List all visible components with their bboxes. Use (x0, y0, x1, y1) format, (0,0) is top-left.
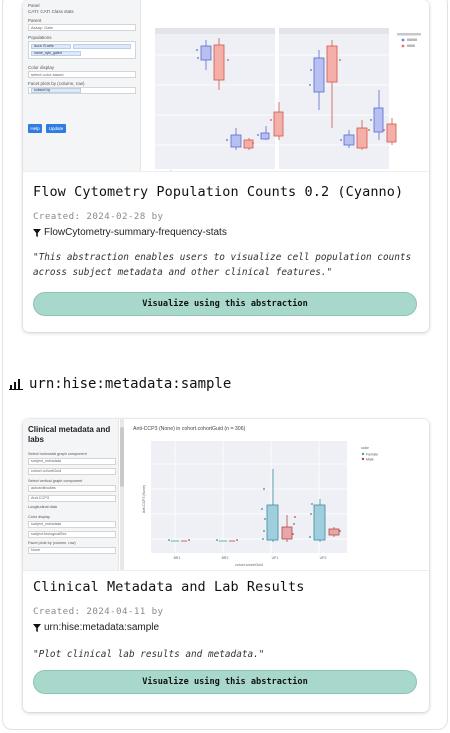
thumbnail-boxplot-chart (125, 419, 429, 571)
card-description: "Plot clinical lab results and metadata." (33, 649, 265, 660)
thumb-legend-item: Male (366, 457, 374, 462)
thumb-field: subject.biologicalSex (28, 531, 116, 538)
thumb-xtick: UP2 (319, 556, 327, 560)
thumb-help-button: Help (28, 124, 42, 133)
thumb-chart-title: Anti-CCP3 (None) in cohort.cohortGuid (n = 306) (133, 426, 246, 432)
thumb-xtick: BR1 (173, 556, 181, 560)
thumb-field: Anti-CCP3 (28, 495, 116, 502)
thumb-update-button: Update (46, 124, 66, 133)
thumb-chip: subsort by (31, 88, 81, 93)
thumb-label: Facet plots by (column, row) (28, 541, 76, 545)
card-thumbnail (23, 419, 429, 571)
filter-icon (33, 624, 41, 632)
card-title[interactable]: Clinical Metadata and Lab Results (33, 579, 305, 595)
thumb-label: Color display (28, 65, 55, 70)
card-tag[interactable] (33, 227, 227, 238)
thumb-label: Select horizontal graph component (28, 452, 87, 456)
thumb-field: None (28, 547, 116, 554)
thumb-scrollbar-handle (120, 427, 124, 487)
thumb-legend-item: Female (366, 452, 378, 457)
thumb-field: select color-based (28, 71, 136, 78)
thumb-field: autoantibodies (28, 485, 116, 492)
thumb-label: CATI: CATI Class stats (28, 9, 74, 14)
thumb-label: Panel (28, 3, 40, 8)
thumb-chip: name_cyto_gated (31, 51, 81, 56)
card-thumbnail (23, 0, 429, 172)
thumb-label: Populations (28, 35, 52, 40)
thumb-label: Color display (28, 515, 50, 519)
thumb-label: Parent (28, 18, 42, 23)
thumb-xlabel: cohort.cohortGuid (235, 563, 263, 567)
visualize-button[interactable]: Visualize using this abstraction (33, 670, 417, 694)
abstraction-card-clinical-metadata[interactable] (23, 419, 429, 712)
thumb-sidebar-title: Clinical metadata and labs (28, 425, 111, 444)
card-description: "This abstraction enables users to visualize cell population counts across subject metadata and other clinical features." (33, 252, 412, 278)
thumb-field: cohort.cohortGuid (28, 468, 116, 475)
thumb-field: Assay: Gate (28, 24, 136, 31)
thumbnail-sidebar (23, 0, 141, 172)
thumb-legend-title: color (361, 446, 369, 450)
tag-label: FlowCytometry-summary-frequency-stats (44, 227, 227, 238)
thumb-xtick: BR2 (221, 556, 229, 560)
abstraction-card-flow-cytometry[interactable] (23, 0, 429, 332)
tag-label: urn:hise:metadata:sample (44, 622, 160, 633)
thumb-chip (73, 44, 131, 49)
visualize-button[interactable]: Visualize using this abstraction (33, 292, 417, 316)
section-heading (9, 376, 231, 392)
thumb-ylabel: Anti-CCP3 (None) (142, 484, 146, 514)
thumbnail-boxplot-chart (141, 0, 429, 172)
thumb-xtick: UP1 (271, 556, 279, 560)
thumb-field: subject_metadata (28, 458, 116, 465)
thumb-label: Facet plots by (column, row) (28, 81, 85, 86)
filter-icon (33, 229, 41, 237)
thumb-field: subject_metadata (28, 521, 116, 528)
created-date: Created: 2024-02-28 by (33, 211, 164, 222)
thumb-chip: Aura: B cells (31, 44, 71, 49)
thumbnail-sidebar (23, 419, 119, 571)
section-heading-text: urn:hise:metadata:sample (29, 376, 232, 392)
card-tag[interactable] (33, 622, 159, 633)
thumb-checkbox-label: Longitudinal data (28, 505, 57, 509)
card-title[interactable]: Flow Cytometry Population Counts 0.2 (Cyanno) (33, 184, 404, 200)
thumb-label: Select vertical graph component (28, 479, 83, 483)
created-date: Created: 2024-04-11 by (33, 606, 164, 617)
bar-chart-icon (9, 378, 24, 390)
